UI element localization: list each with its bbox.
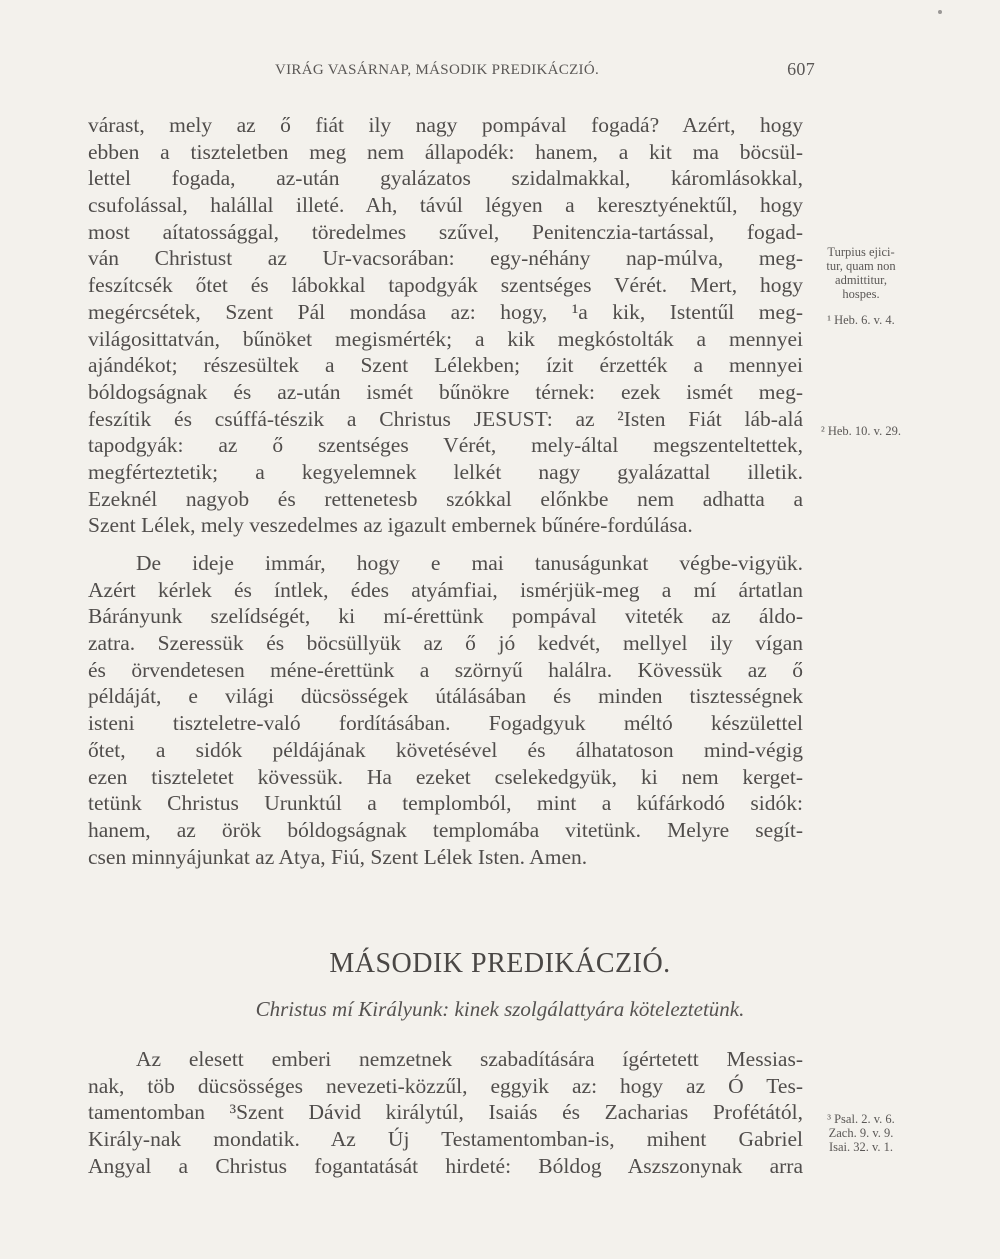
- page-corner-mark: [938, 10, 942, 14]
- page-number: 607: [787, 59, 815, 79]
- text-line: tetünk Christus Urunktúl a templomból, mint a kúfárkodó sidók:: [88, 791, 803, 816]
- text-line: Angyal a Christus fogantatását hirdeté: Bóldog Aszszonynak arra: [88, 1153, 803, 1178]
- text-line: példáját, e világi dücsösségek útálásában és minden tisztességnek: [88, 684, 803, 709]
- margin-note-line: Isai. 32. v. 1.: [828, 1140, 894, 1154]
- text-line: nak, töb dücsösséges nevezeti-közzűl, eggyik az: hogy az Ó Tes-: [88, 1073, 803, 1098]
- margin-note-ref-1: ¹ Heb. 6. v. 4.: [827, 313, 895, 327]
- text-line: Király-nak mondatik. Az Új Testamentomban-is, mihent Gabriel: [88, 1127, 803, 1152]
- paragraph-3: [88, 1046, 803, 1179]
- text-line: bóldogságnak és az-után ismét bűnökre térnek: ezek ismét meg-: [88, 379, 803, 404]
- text-line: ván Christust az Ur-vacsorában: egy-néhány nap-múlva, meg-: [88, 246, 803, 271]
- text-line: Azért kérlek és íntlek, édes atyámfiai, ismérjük-meg a mí ártatlan: [88, 577, 803, 602]
- text-line: és örvendetesen méne-érettünk a szörnyű halálra. Kövessük az ő: [88, 657, 803, 682]
- text-line: Az elesett emberi nemzetnek szabadítására ígértetett Messias-: [136, 1047, 803, 1071]
- text-line: ebben a tiszteletben meg nem állapodék: hanem, a kit ma böcsül-: [88, 139, 803, 164]
- paragraph-2: [88, 550, 803, 870]
- text-line: megférteztetik; a kegyelemnek lelkét nagy gyalázattal illetik.: [88, 459, 803, 484]
- text-line: tapodgyák: az ő szentséges Vérét, mely-által megszenteltettek,: [88, 433, 803, 458]
- text-line: megércsétek, Szent Pál mondása az: hogy, ¹a kik, Istentűl meg-: [88, 299, 803, 324]
- margin-note-line: hospes.: [842, 287, 880, 301]
- header-title: VIRÁG VASÁRNAP, MÁSODIK PREDIKÁCZIÓ.: [275, 62, 600, 78]
- margin-note-line: ³ Psal. 2. v. 6.: [827, 1112, 895, 1126]
- text-line: most aítatossággal, töredelmes szűvel, Penitenczia-tartással, fogad-: [88, 219, 803, 244]
- text-line: zatra. Szeressük és böcsüllyük az ő jó kedvét, mellyel ily vígan: [88, 631, 803, 656]
- text-line: lettel fogada, az-után gyalázatos szidalmakkal, káromlásokkal,: [88, 166, 803, 191]
- paragraph-1: [88, 112, 803, 539]
- margin-note-latin: [806, 245, 916, 301]
- margin-note-line: Turpius ejici-: [827, 245, 895, 259]
- text-line: De ideje immár, hogy e mai tanuságunkat végbe-vigyük.: [136, 551, 803, 575]
- text-line: Bárányunk szelídségét, ki mí-érettünk pompával viteték az áldo-: [88, 604, 803, 629]
- text-line: csen minnyájunkat az Atya, Fiú, Szent Lélek Isten. Amen.: [88, 844, 588, 869]
- margin-note-ref-2: ² Heb. 10. v. 29.: [820, 424, 901, 438]
- margin-note-line: admittitur,: [835, 273, 887, 287]
- text-line: tamentomban ³Szent Dávid királytúl, Isaiás és Zacharias Profétától,: [88, 1100, 803, 1125]
- text-line: világosittatván, bűnöket megismérték; a kik megkóstolták a mennyei: [88, 326, 803, 351]
- margin-note-line: Zach. 9. v. 9.: [828, 1126, 894, 1140]
- text-line: ezen tiszteletet kövessük. Ha ezeket cselekedgyük, ki nem kerget-: [88, 764, 803, 789]
- text-line: Szent Lélek, mely veszedelmes az igazult embernek bűnére-fordúlása.: [88, 513, 693, 538]
- margin-note-ref-3: [806, 1112, 916, 1154]
- text-line: isteni tiszteletre-való fordításában. Fogadgyuk méltó készülettel: [88, 711, 803, 736]
- section-subtitle: Christus mí Királyunk: kinek szolgálattyára köteleztetünk.: [255, 997, 745, 1021]
- text-line: csufolással, halállal illeté. Ah, távúl légyen a keresztyénektűl, hogy: [88, 193, 803, 218]
- text-line: várast, mely az ő fiát ily nagy pompával fogadá? Azért, hogy: [88, 113, 803, 137]
- text-line: őtet, a sidók példájának követésével és álhatatoson mind-végig: [88, 737, 803, 762]
- text-line: Ezeknél nagyob és rettenetesb szókkal előnkbe nem adhatta a: [88, 486, 803, 511]
- section-title: MÁSODIK PREDIKÁCZIÓ.: [329, 948, 671, 979]
- text-line: feszítcsék őtet és lábokkal tapodgyák szentséges Vérét. Mert, hogy: [88, 273, 803, 298]
- text-line: hanem, az örök bóldogságnak templomába vitetünk. Melyre segít-: [88, 817, 803, 842]
- text-line: feszítik és csúffá-tészik a Christus JESUST: az ²Isten Fiát láb-alá: [88, 406, 803, 431]
- margin-note-line: tur, quam non: [826, 259, 896, 273]
- text-line: ajándékot; részesültek a Szent Lélekben; ízit érzették a mennyei: [88, 353, 803, 378]
